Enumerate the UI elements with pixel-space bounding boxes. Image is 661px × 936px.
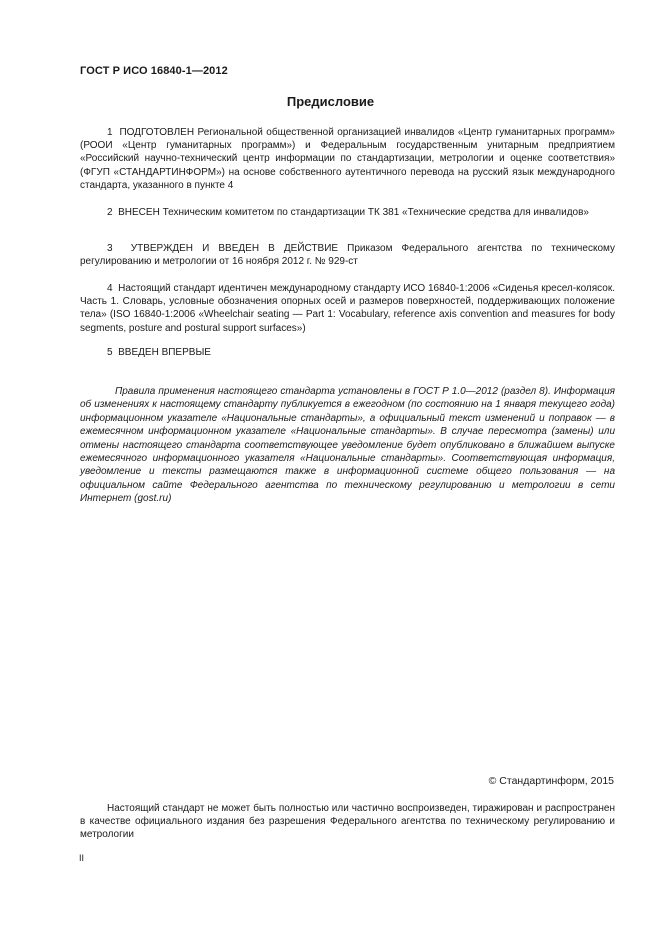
page-title: Предисловие <box>286 94 375 109</box>
item-text: ВВЕДЕН ВПЕРВЫЕ <box>118 347 211 358</box>
reproduction-notice: Настоящий стандарт не может быть полностью или частично воспроизведен, тиражирован и распространен в качестве официального издания без разрешения Федерального агентства по техническому регулированию и метрологии <box>80 803 615 841</box>
page-number: II <box>79 853 85 863</box>
item-text: Настоящий стандарт идентичен международному стандарту ИСО 16840-1:2006 «Сиденья кресел-колясок. Часть 1. Словарь, условные обозначения опорных осей и размеров поверхностей, поддерживающих положение тела» (ISO 16840-1:2006 «Wheelchair seating — Part 1: Vocabulary, reference axis convention and measures for body segments, posture and postural support surfaces») <box>80 283 615 334</box>
foreword-item-1 <box>80 126 615 192</box>
foreword-item-2 <box>80 206 615 219</box>
item-number: 1 <box>107 127 113 138</box>
item-text: УТВЕРЖДЕН И ВВЕДЕН В ДЕЙСТВИЕ Приказом Федерального агентства по техническому регулированию и метрологии от 16 ноября 2012 г. № 929-ст <box>80 243 615 268</box>
copyright-line: © Стандартинформ, 2015 <box>488 775 614 787</box>
item-number: 4 <box>107 283 113 294</box>
item-number: 3 <box>107 243 113 254</box>
document-header: ГОСТ Р ИСО 16840-1—2012 <box>80 65 228 77</box>
item-text: ВНЕСЕН Техническим комитетом по стандартизации ТК 381 «Технические средства для инвалидов» <box>118 207 589 218</box>
rules-notice: Правила применения настоящего стандарта установлены в ГОСТ Р 1.0—2012 (раздел 8). Информация об изменениях к настоящему стандарту публикуется в ежегодном (по состоянию на 1 января текущего года) информационном указателе «Национальные стандарты», а официальный текст изменений и поправок — в ежемесячном информационном указателе «Национальные стандарты». В случае пересмотра (замены) или отмены настоящего стандарта соответствующее уведомление будет опубликовано в ближайшем выпуске ежемесячного информационного указателя «Национальные стандарты». Соответствующая информация, уведомление и тексты размещаются также в информационной системе общего пользования — на официальном сайте Федерального агентства по техническому регулированию и метрологии в сети Интернет (gost.ru) <box>80 386 615 505</box>
foreword-item-3 <box>80 242 615 268</box>
item-text: ПОДГОТОВЛЕН Региональной общественной организацией инвалидов «Центр гуманитарных программ» (РООИ «Центр гуманитарных программ») и Федеральным государственным унитарным предприятием «Российский научно-технический центр информации по стандартизации, метрологии и оценке соответствия» (ФГУП «СТАНДАРТИНФОРМ») на основе собственного аутентичного перевода на русский язык международного стандарта, указанного в пункте 4 <box>80 127 615 191</box>
foreword-item-5 <box>80 346 615 359</box>
foreword-item-4 <box>80 282 615 335</box>
item-number: 2 <box>107 207 113 218</box>
item-number: 5 <box>107 347 113 358</box>
